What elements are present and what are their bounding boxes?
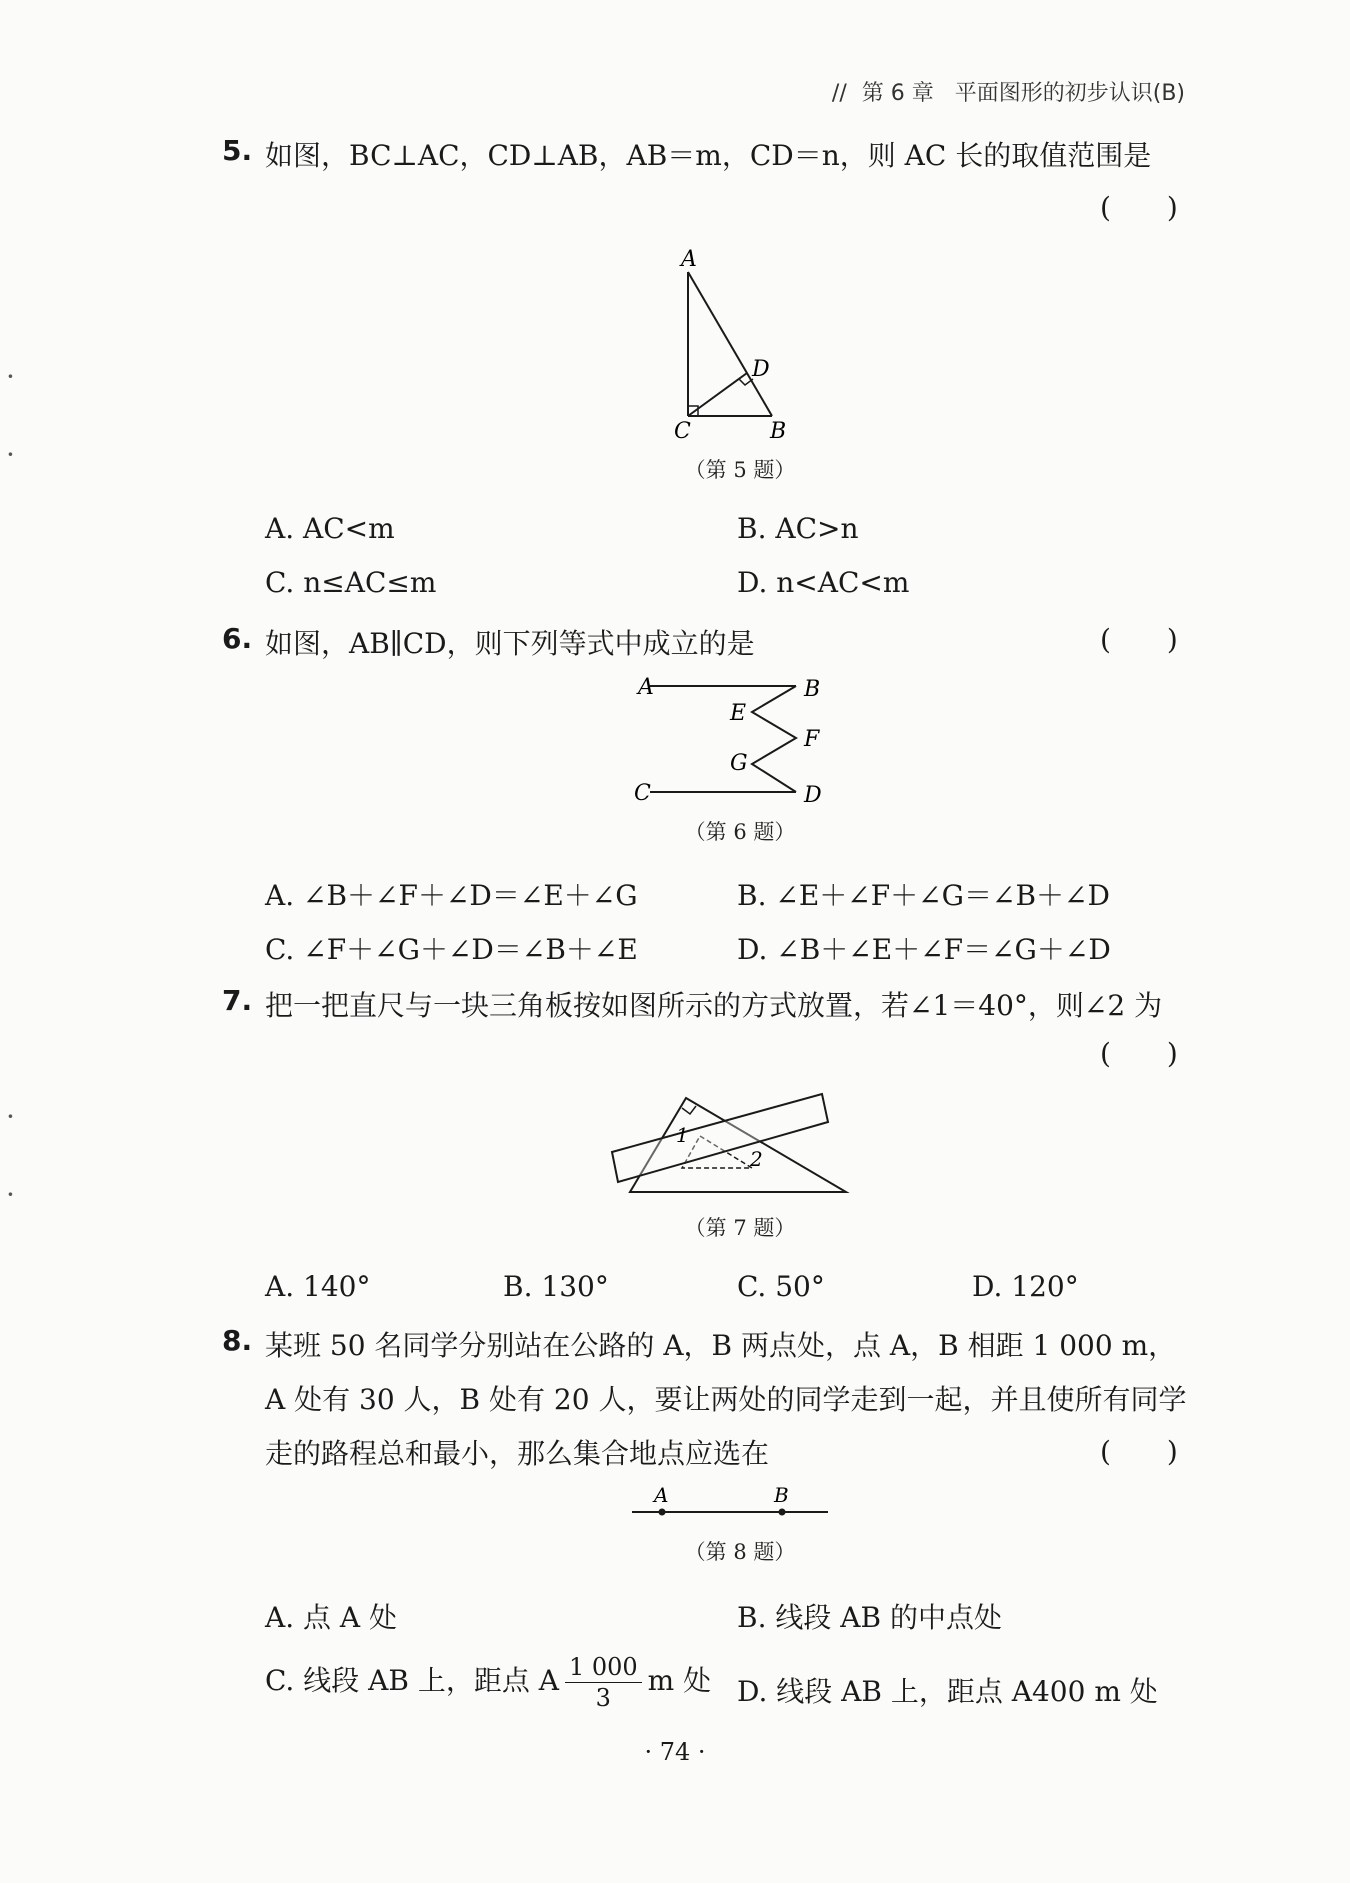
q5-option-c: C. n≤AC≤m: [265, 566, 437, 599]
q5-segment-cd: [688, 373, 747, 416]
q7-ruler: [612, 1094, 828, 1182]
q5-option-a: A. AC<m: [265, 512, 395, 545]
q7-answer-paren: ( ): [1100, 1037, 1178, 1070]
q8-option-c-fraction: [565, 1652, 642, 1713]
q5-label-d: D: [752, 357, 770, 382]
margin-dot-2: ·: [6, 438, 15, 471]
q8-number: 8.: [222, 1324, 253, 1357]
q8-option-c: [265, 1652, 711, 1713]
q6-caption: （第 6 题）: [684, 820, 796, 844]
margin-dot-3: ·: [6, 1100, 15, 1133]
q5-option-b: B. AC>n: [737, 512, 859, 545]
q8-fraction-numerator: 1 000: [565, 1652, 642, 1683]
q6-label-c: C: [634, 781, 651, 806]
q6-option-d: D. ∠B＋∠E＋∠F＝∠G＋∠D: [737, 933, 1111, 966]
q6-label-g: G: [730, 751, 748, 776]
header-title: 平面图形的初步认识(B): [954, 81, 1185, 106]
q7-number: 7.: [222, 984, 253, 1017]
q7-label-2: 2: [750, 1147, 763, 1171]
q6-option-a: A. ∠B＋∠F＋∠D＝∠E＋∠G: [265, 879, 638, 912]
q6-answer-paren: ( ): [1100, 623, 1178, 656]
q7-caption: （第 7 题）: [684, 1216, 796, 1240]
margin-dot-1: ·: [6, 360, 15, 393]
q5-caption: （第 5 题）: [684, 458, 796, 482]
q8-label-a: A: [654, 1483, 669, 1507]
q5-text: 如图，BC⊥AC，CD⊥AB，AB＝m，CD＝n，则 AC 长的取值范围是: [265, 139, 1152, 172]
q8-text-line-1: 某班 50 名同学分别站在公路的 A，B 两点处，点 A，B 相距 1 000 m，: [265, 1329, 1177, 1362]
q6-option-b: B. ∠E＋∠F＋∠G＝∠B＋∠D: [737, 879, 1110, 912]
q5-figure: [660, 240, 810, 450]
q8-option-d: D. 线段 AB 上，距点 A400 m 处: [737, 1675, 1158, 1708]
q6-label-f: F: [804, 727, 820, 752]
q5-segment-ab: [688, 272, 772, 416]
q8-option-c-suffix: m 处: [647, 1664, 712, 1697]
q7-option-b: B. 130°: [503, 1270, 609, 1303]
q7-figure: [600, 1080, 860, 1210]
page-number: · 74 ·: [644, 1738, 706, 1766]
q8-caption: （第 8 题）: [684, 1540, 796, 1564]
q6-label-b: B: [804, 677, 821, 702]
q8-option-b: B. 线段 AB 的中点处: [737, 1601, 1002, 1634]
q8-label-b: B: [774, 1483, 789, 1507]
q7-label-1: 1: [676, 1123, 689, 1147]
q6-zigzag: [752, 686, 796, 792]
header-mark: //: [831, 81, 847, 106]
q8-point-b: [779, 1509, 786, 1516]
q7-option-d: D. 120°: [972, 1270, 1079, 1303]
q5-label-b: B: [770, 419, 787, 444]
q6-text: 如图，AB∥CD，则下列等式中成立的是: [265, 627, 755, 660]
q7-text: 把一把直尺与一块三角板按如图所示的方式放置，若∠1＝40°，则∠2 为: [265, 989, 1163, 1022]
q5-option-d: D. n<AC<m: [737, 566, 910, 599]
running-header: [832, 76, 1185, 107]
q5-answer-paren: ( ): [1100, 191, 1178, 224]
q5-right-angle-d: [739, 379, 753, 385]
q7-option-c: C. 50°: [737, 1270, 825, 1303]
q6-label-a: A: [638, 675, 654, 700]
q6-number: 6.: [222, 622, 253, 655]
q6-label-e: E: [730, 701, 747, 726]
margin-dot-4: ·: [6, 1178, 15, 1211]
q8-option-c-prefix: C. 线段 AB 上，距点 A: [265, 1664, 559, 1697]
header-chapter: 第 6 章: [861, 81, 934, 106]
q8-text-line-3: 走的路程总和最小，那么集合地点应选在: [265, 1437, 770, 1470]
q7-option-a: A. 140°: [265, 1270, 371, 1303]
q8-fraction-denominator: 3: [595, 1684, 611, 1712]
q6-label-d: D: [804, 783, 822, 808]
q8-answer-paren: ( ): [1100, 1435, 1178, 1468]
q6-figure: [620, 664, 840, 814]
q5-label-c: C: [674, 419, 691, 444]
q6-option-c: C. ∠F＋∠G＋∠D＝∠B＋∠E: [265, 933, 638, 966]
q8-text-line-2: A 处有 30 人，B 处有 20 人，要让两处的同学走到一起，并且使所有同学: [265, 1383, 1187, 1416]
q8-point-a: [659, 1509, 666, 1516]
q5-label-a: A: [681, 247, 697, 272]
q7-right-angle-mark: [682, 1106, 696, 1114]
q5-number: 5.: [222, 134, 253, 167]
q8-option-a: A. 点 A 处: [265, 1601, 398, 1634]
q8-figure: [620, 1476, 840, 1526]
